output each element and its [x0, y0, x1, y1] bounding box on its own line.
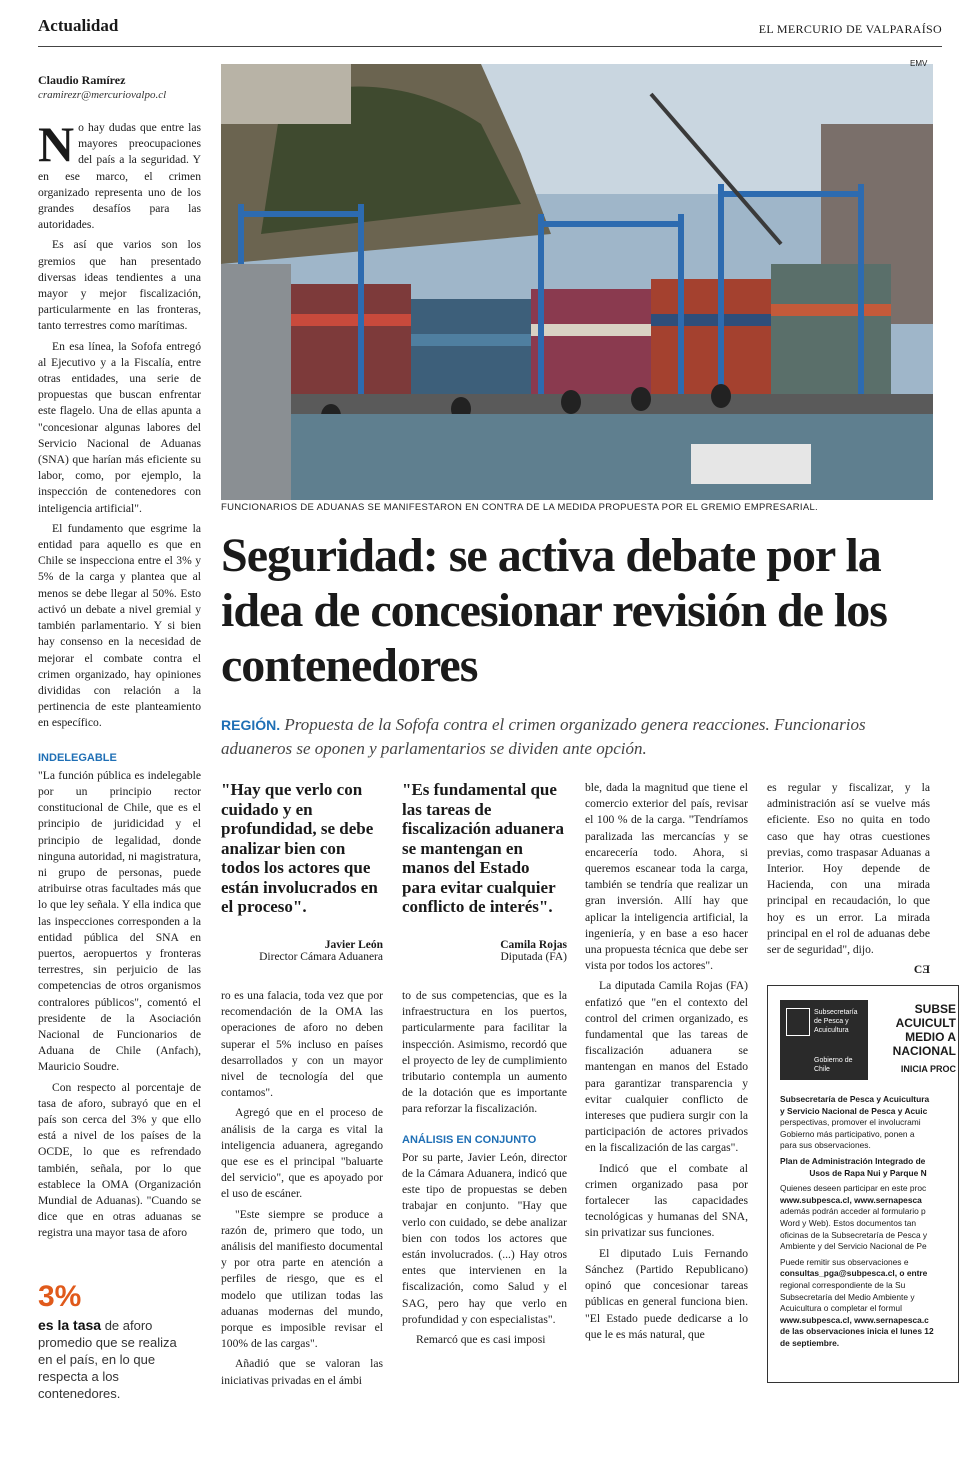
- ad-heading-line: SUBSE: [914, 1002, 956, 1016]
- paragraph: "Este siempre se produce a razón de, primero que todo, un análisis del manifiesto documental y por otra parte en atención a perfiles de riesgo, que es el modelo que utilizan todas las aduanas modernas del mundo, porque es imposible revisar el 100% de las cargas".: [221, 1207, 383, 1351]
- header-rule: [38, 46, 942, 47]
- ad-line: Acuicultura o completar el formul: [780, 1303, 902, 1314]
- shield-icon: [786, 1008, 810, 1036]
- paragraph: Por su parte, Javier León, director de la Cámara Aduanera, indicó que este tipo de propuestas se deben trabajar en conjunto. "Hay que verlo con cuidado, se debe analizar bien con todos los actores que están involucrados. (...) Hay otros entes que intervienen en la fiscalización, como Salud y el SAG, pero hay que verlo en profundidad y con especialistas".: [402, 1150, 567, 1326]
- ad-line: Puede remitir sus observaciones e: [780, 1256, 909, 1267]
- ad-line: para sus observaciones.: [780, 1140, 871, 1151]
- ad-line: Plan de Administración Integrado de: [780, 1155, 926, 1166]
- paragraph: to de sus competencias, que es la infraestructura en los puertos, particularmente para facilitar la inspección. Asimismo, recordó que el proyecto de ley de cumplimiento tributario contempla un aumento de la dotación que es importante para reforzar la fiscalización.: [402, 989, 567, 1116]
- article-column-3: [402, 988, 567, 1352]
- paragraph: Indicó que el combate al crimen organizado pasa por fortalecer las capacidades tecnológicas y humanas del SNA, sin privatizar sus funciones.: [585, 1161, 748, 1240]
- quote-role: Diputada (FA): [500, 950, 567, 963]
- article-column-1: [38, 116, 201, 1246]
- paragraph: ble, dada la magnitud que tiene el comercio exterior del país, revisar el 100 % de la carga. "Tendríamos paralizada las mercancías y se encarecería todo. Ahora, si queremos escanear toda la carga, también se tendría que realizar un gran inversión. Allí hay que aplicar la inteligencia artificial, la ingeniería, y en base a eso hacer una propuesta técnica que debe ser vista por todos los actores".: [585, 781, 748, 973]
- ad-line: Ambiente y del Servicio Nacional de Pe: [780, 1241, 927, 1252]
- ad-line: además podrán acceder al formulario p: [780, 1206, 926, 1217]
- port-photo: [221, 64, 933, 500]
- quote-name: Camila Rojas: [500, 938, 567, 951]
- author-email: cramirezr@mercuriovalpo.cl: [38, 89, 167, 101]
- ad-heading-line: MEDIO A: [905, 1030, 956, 1044]
- ad-line: Quienes deseen participar en este proc: [780, 1183, 927, 1194]
- deck: [221, 713, 936, 760]
- port-container-image: [221, 64, 933, 500]
- logo-line: de Pesca y: [814, 1018, 849, 1025]
- newspaper-name: EL MERCURIO DE VALPARAÍSO: [758, 22, 942, 36]
- quote-name: Javier León: [324, 938, 383, 951]
- logo-line: Subsecretaría: [814, 1009, 858, 1016]
- deck-tag: REGIÓN.: [221, 717, 281, 733]
- paragraph: Con respecto al porcentaje de tasa de aforo, subrayó que en el país son cerca del 3% y que ello está a nivel de los países de la OCDE, lo que es refrendado también, señala, por lo que establece la OMA (Organización Mundial de Aduanas). "Cuando se dice que en otras aduanas se registra una mayor tasa de aforo: [38, 1080, 201, 1240]
- ad-heading: [876, 1002, 956, 1076]
- end-mark: CƎ: [913, 963, 930, 977]
- pull-quote-2: [402, 780, 567, 963]
- ad-line: y Servicio Nacional de Pesca y Acuic: [780, 1105, 928, 1116]
- paragraph: Es así que varios son los gremios que han presentado diversas ideas tendientes a una mayor y mejor fiscalización, particularmente en las fronteras, tanto terrestres como marítimas.: [38, 238, 201, 333]
- quote-text: "Hay que verlo con cuidado y en profundidad, se debe analizar bien con todos los actores que están involucrados en el proceso".: [221, 780, 378, 916]
- ad-box: [767, 985, 959, 1383]
- article-column-4: [585, 780, 748, 1347]
- pull-quote-1: [221, 780, 383, 963]
- ad-line: Gobierno más participativo, ponen a: [780, 1128, 915, 1139]
- ad-line: consultas_pga@subpesca.cl, o entre: [780, 1268, 928, 1279]
- ad-body: [780, 1094, 956, 1349]
- photo-credit: EMV: [910, 59, 928, 68]
- ad-line: Usos de Rapa Nui y Parque N: [809, 1167, 927, 1178]
- paragraph: En esa línea, la Sofofa entregó al Ejecutivo y a la Fiscalía, entre otras entidades, una serie de propuestas que buscan enfrentar este flagelo. Una de ellas apunta a "concesionar algunas labores del Servicio Nacional de Aduanas (SNA) que harían más eficiente su labor, como, por ejemplo, la inspección de contenedores con inteligencia artificial".: [38, 339, 201, 515]
- paragraph: es regular y fiscalizar, y la administración así se vuelve más eficiente. Eso no quita en todo caso que hay otras cuestiones previas, como traspasar Aduanas a Interior. Hoy depende de Hacienda, con una mirada principal en recaudación, lo que hoy es un error. La mirada principal en el rol de aduanas debe ser de seguridad", dijo.: [767, 781, 930, 957]
- ad-line: www.subpesca.cl, www.sernapesca.c: [780, 1314, 929, 1325]
- ad-line: de las observaciones inicia el lunes 12: [780, 1326, 934, 1337]
- paragraph: ro es una falacia, toda vez que por recomendación de la OMA las operaciones de aforo no deben superar el 5% incluso en países desarrollados y con un mayor nivel de tecnología del que contamos".: [221, 989, 383, 1100]
- paragraph: El diputado Luis Fernando Sánchez (Partido Republicano) opinó que concesionar tareas públicas en general funciona bien. "El Estado puede dedicarse a lo que le es más natural, que: [585, 1246, 748, 1341]
- ad-line: perspectivas, promover el involucrami: [780, 1117, 921, 1128]
- article-column-2: [221, 988, 383, 1393]
- ad-heading-line: NACIONAL: [892, 1044, 956, 1058]
- deck-text: Propuesta de la Sofofa contra el crimen organizado genera reacciones. Funcionarios aduaneros se oponen y parlamentarios se dividen ante opción.: [221, 715, 866, 758]
- drop-cap: N: [38, 116, 75, 172]
- stat-text: de aforo promedio que se realiza en el país, en lo que respecta a los contenedores.: [38, 1318, 177, 1401]
- stat-description: [38, 1317, 188, 1402]
- logo-line: Acuicultura: [814, 1027, 849, 1034]
- subhead-analisis: ANÁLISIS EN CONJUNTO: [402, 1133, 537, 1146]
- ad-line: oficinas de la Subsecretaría de Pesca y: [780, 1229, 928, 1240]
- subhead-indelegable: INDELEGABLE: [38, 751, 117, 764]
- ad-line: www.subpesca.cl, www.sernapesca: [780, 1194, 922, 1205]
- ad-line: Word y Web). Estos documentos tan: [780, 1217, 917, 1228]
- ad-heading-line: ACUICULT: [895, 1016, 956, 1030]
- logo-footer: Gobierno de Chile: [814, 1057, 853, 1073]
- quote-text: "Es fundamental que las tareas de fiscalización aduanera se mantengan en manos del Estado para evitar cualquier conflicto de interés".: [402, 780, 564, 916]
- paragraph: Agregó que en el proceso de análisis de la carga es vital la inteligencia aduanera, agregando que ese es el principal "baluarte del servicio", que es apoyado por el uso de escáner.: [221, 1106, 383, 1201]
- quote-role: Director Cámara Aduanera: [259, 950, 383, 963]
- paragraph: La diputada Camila Rojas (FA) enfatizó que "en el contexto del control del crimen organizado, es fundamental que las tareas de fiscalización aduanera se mantengan en manos del Estado para garantizar transparencia y evitar cualquier conflicto de intereses que pudiera surgir con la participación de actores privados en la fiscalización de las cargas".: [585, 979, 748, 1155]
- paragraph: "La función pública es indelegable por un principio rector constitucional de Chile, que es el principio de juridicidad y el principio de legalidad, donde ninguna autoridad, ni magistratura, ni grupo de personas, puede atribuirse otras facultades más que lo que ley señala. Y ella indica que las inspecciones corresponden a la entidad pública del SNA en puertos, aeropuertos y fronteras terrestres, sin perjuicio de las competencias de otros organismos contralores públicos", comentó el presidente de la Asociación Nacional de Funcionarios de Aduana de Chile (Anfach), Mauricio Soudre.: [38, 768, 201, 1074]
- article-column-5: [767, 780, 930, 978]
- section-label: Actualidad: [38, 16, 119, 35]
- headline: Seguridad: se activa debate por la idea de concesionar revisión de los contenedores: [221, 529, 887, 692]
- paragraph: Remarcó que es casi imposi: [416, 1333, 546, 1347]
- ad-line: Subsecretaría del Medio Ambiente y: [780, 1291, 915, 1302]
- stat-bold: es la tasa: [38, 1317, 102, 1333]
- first-paragraph: o hay dudas que entre las mayores preocupaciones del país a la seguridad. Y en ese marco, el crimen organizado representa uno de los grandes desafíos para las autoridades.: [38, 121, 201, 232]
- ad-heading-sub: INICIA PROC: [900, 1064, 956, 1074]
- ad-line: Subsecretaría de Pesca y Acuicultura: [780, 1094, 930, 1104]
- ad-line: de septiembre.: [780, 1337, 840, 1348]
- ad-line: regional correspondiente de la Su: [780, 1279, 906, 1290]
- author-name: Claudio Ramírez: [38, 73, 126, 87]
- paragraph: Añadió que se valoran las iniciativas privadas en el ámbi: [221, 1357, 383, 1387]
- stat-value: 3%: [38, 1280, 82, 1313]
- gov-logo: [780, 1000, 868, 1080]
- photo-caption: FUNCIONARIOS DE ADUANAS SE MANIFESTARON EN CONTRA DE LA MEDIDA PROPUESTA POR EL GREMIO EMPRESARIAL.: [221, 502, 818, 513]
- paragraph: El fundamento que esgrime la entidad para aquello es que en Chile se inspecciona entre el 3% y 5% de la carga y plantea que al menos se debe llegar al 50%. Esto activó un debate a nivel gremial y también parlamentario. Y si bien hay consenso en la necesidad de mejorar el combate contra el crimen organizado, hay opiniones divididas con relación a la pertinencia de este planteamiento en específico.: [38, 521, 201, 730]
